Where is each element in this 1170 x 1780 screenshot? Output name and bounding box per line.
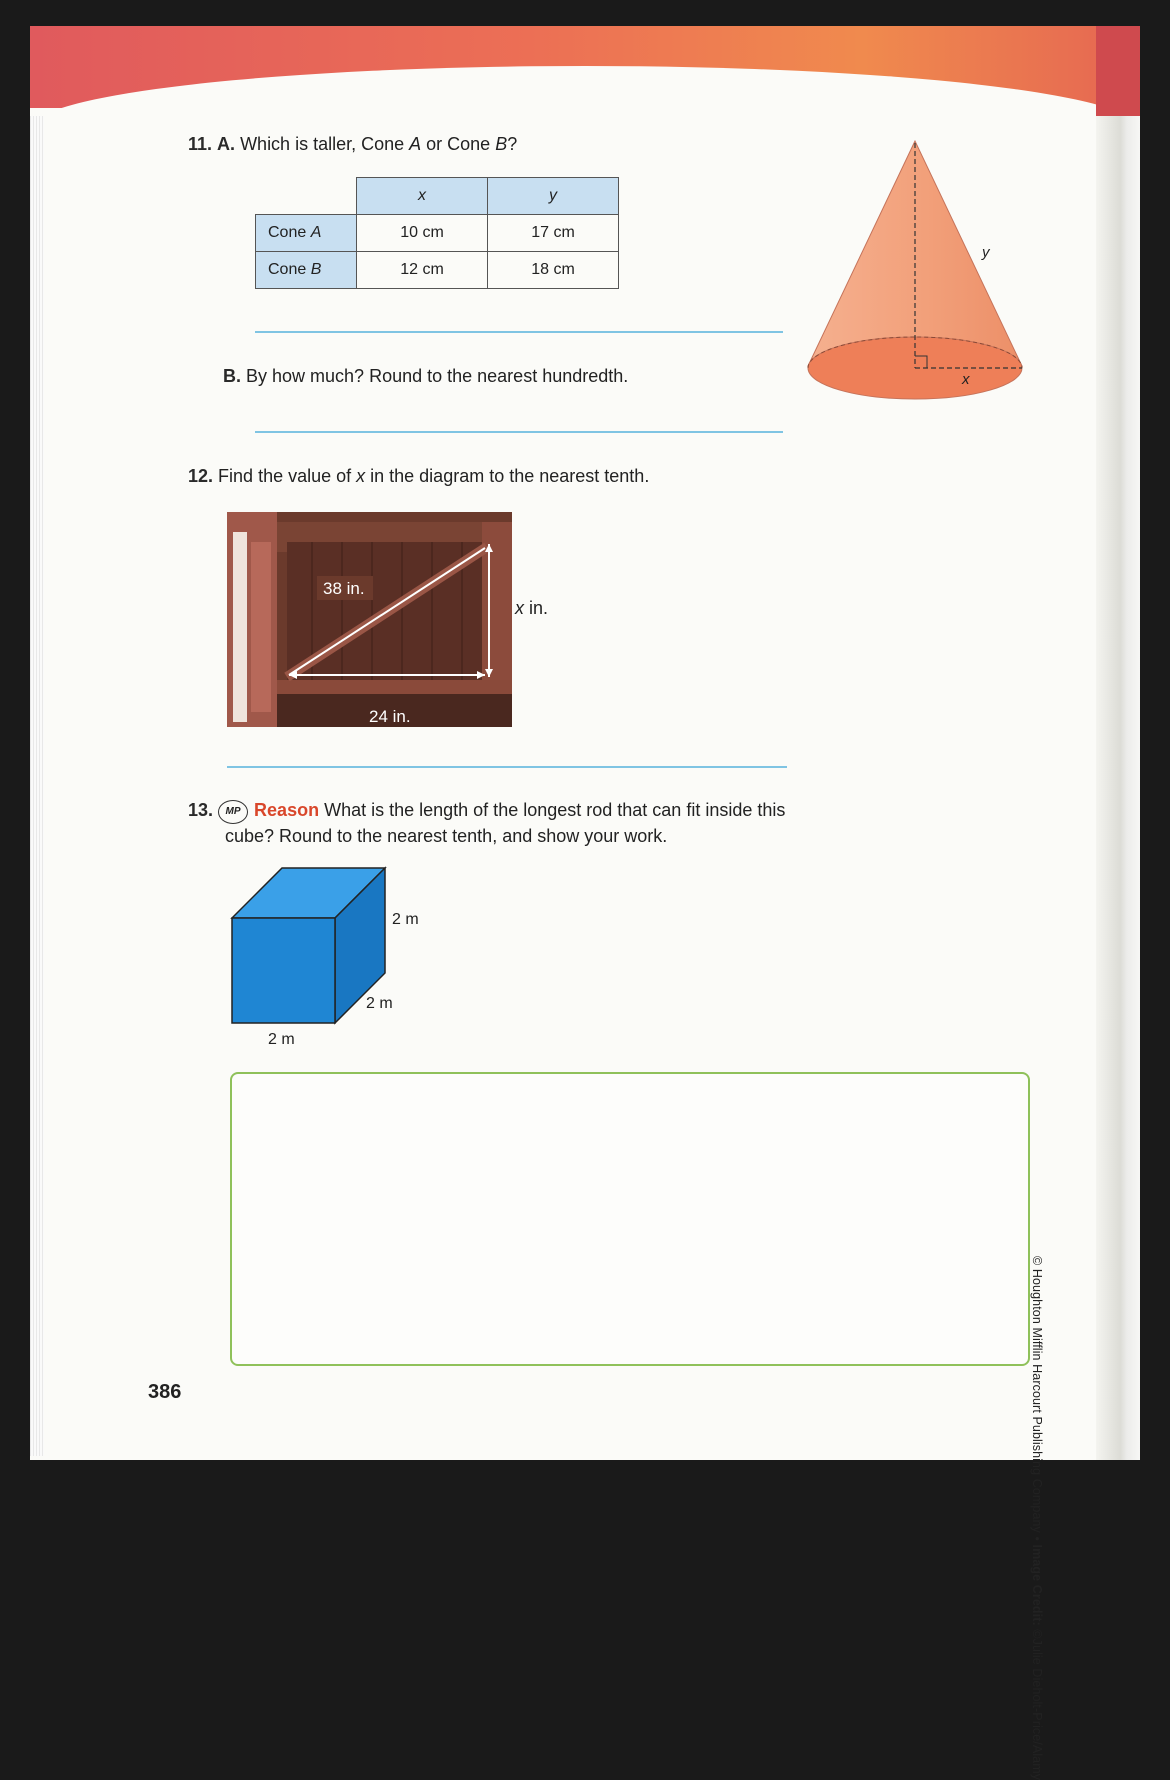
cube-label-height: 2 m: [392, 911, 419, 928]
cube-label-width: 2 m: [268, 1031, 295, 1048]
table-header-y: y: [488, 178, 619, 215]
q12-number: 12.: [188, 466, 214, 486]
table-corner: [256, 178, 357, 215]
answer-line-11b[interactable]: [255, 431, 783, 433]
table-cell-x: 12 cm: [357, 252, 488, 289]
cone-label-y: y: [982, 244, 990, 261]
work-answer-box[interactable]: [230, 1072, 1030, 1366]
q11-var-a: A: [409, 134, 422, 154]
table-cell-x: 10 cm: [357, 215, 488, 252]
row-label-prefix: Cone: [268, 261, 311, 278]
q11-part-b-label: B.: [223, 366, 241, 386]
q11-part-b: [223, 366, 628, 387]
q11-part-a-text-3: ?: [507, 134, 518, 154]
page-number: 386: [148, 1381, 182, 1403]
row-label-var: A: [310, 224, 322, 241]
cube-diagram: [230, 866, 430, 1056]
answer-line-11a[interactable]: [255, 331, 783, 333]
q12-var: x: [356, 466, 366, 486]
gate-label-side: [515, 598, 548, 619]
q11-part-b-text: By how much? Round to the nearest hundredth.: [246, 366, 629, 386]
table-row-label: [256, 252, 357, 289]
table-header-row: [256, 178, 619, 215]
cube-label-depth: 2 m: [366, 995, 393, 1012]
table-row: [256, 252, 619, 289]
q11-var-b: B: [495, 134, 508, 154]
q11-part-a-text-1: Which is taller, Cone: [240, 134, 410, 154]
credit-separator: •: [1030, 1532, 1044, 1545]
q12-text: [188, 466, 649, 487]
gutter-banner: [1096, 26, 1140, 116]
gate-photo: [227, 512, 587, 732]
q13-text-line-2: cube? Round to the nearest tenth, and show your work.: [225, 826, 668, 846]
image-credit: [1030, 1256, 1044, 1780]
page-edges: [30, 116, 44, 1456]
gate-label-bottom: 24 in.: [369, 707, 411, 726]
q11-part-a: [188, 134, 517, 155]
book-gutter: [1096, 26, 1140, 1460]
cone-table: [255, 177, 619, 289]
cone-diagram: [800, 131, 1040, 406]
row-label-prefix: Cone: [268, 224, 311, 241]
table-cell-y: 18 cm: [488, 252, 619, 289]
q12-text-2: in the diagram to the nearest tenth.: [365, 466, 650, 486]
q12-text-1: Find the value of: [218, 466, 357, 486]
credit-publisher: © Houghton Mifflin Harcourt Publishing Company: [1030, 1256, 1044, 1533]
q11-number: 11.: [188, 134, 213, 154]
credit-source: ©Julie Dieholt-Price/Alamy: [1030, 1625, 1044, 1780]
textbook-page: [30, 26, 1140, 1780]
answer-line-12[interactable]: [227, 766, 787, 768]
credit-label: Image Credit:: [1030, 1544, 1044, 1626]
q11-part-a-text-2: or Cone: [421, 134, 496, 154]
q13-reason-label: Reason: [254, 800, 320, 820]
mp-badge-icon: MP: [218, 800, 248, 824]
gate-label-diagonal: 38 in.: [323, 579, 365, 598]
q11-part-a-label: A.: [217, 134, 236, 154]
q13-number: 13.: [188, 800, 214, 820]
row-label-var: B: [310, 261, 322, 278]
cone-label-x: x: [962, 371, 970, 388]
table-row: [256, 215, 619, 252]
table-cell-y: 17 cm: [488, 215, 619, 252]
q13-line-1: [188, 800, 785, 824]
table-row-label: [256, 215, 357, 252]
gate-label-side-unit: in.: [524, 598, 549, 618]
gate-label-side-var: x: [515, 598, 524, 618]
q13-text-line-1: What is the length of the longest rod that can fit inside this: [324, 800, 786, 820]
table-header-x: x: [357, 178, 488, 215]
